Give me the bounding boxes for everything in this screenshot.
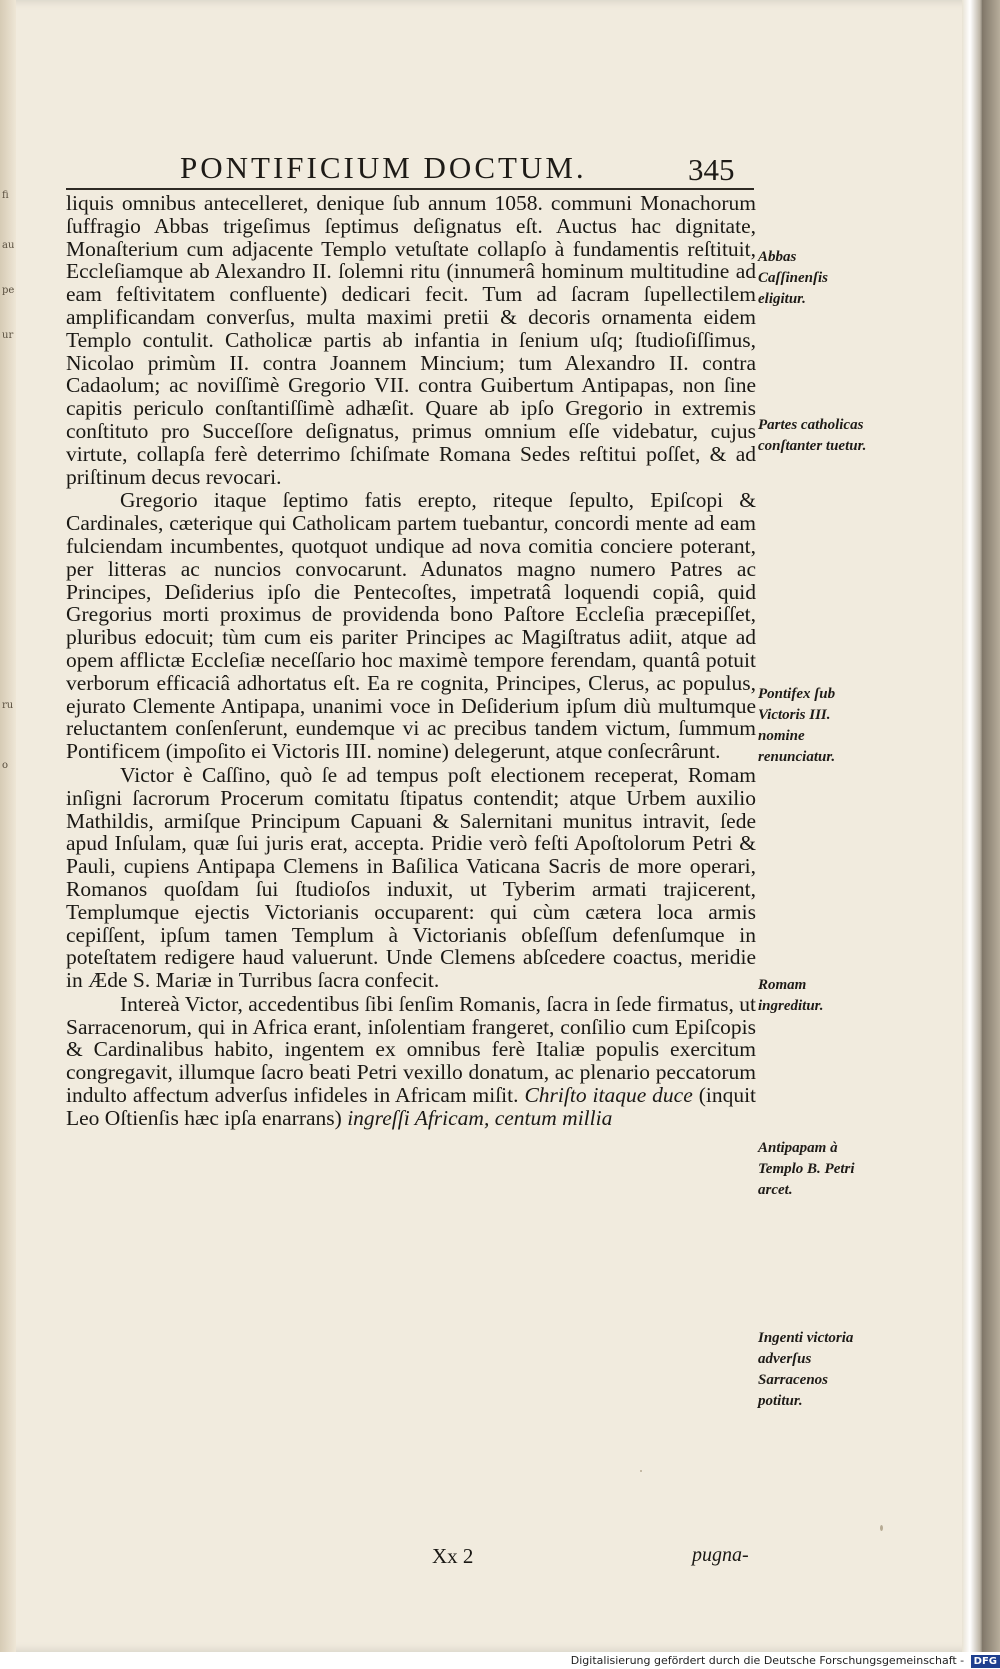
paragraph: liquis omnibus antecelleret, denique ſub annum 1058. communi Monachorum ſuffragio Abbas trigeſimus ſeptimus deſignatus eſt. Auctus hac dignitate, Monaſterium cum adjacente Templo vetuſtate collapſo à fundamentis reſtituit, Eccleſiamque ab Alexandro II. ſolemni ritu (innumerâ hominum multitudine ad eam feſtivitatem confluente) dedicari fecit. Tum ad ſacram ſupellectilem amplificandam converſus, multa maximi pretii & decoris ornamenta eidem Templo contulit. Catholicæ partis ab infantia in ſenium uſq; ſtudioſiſſimus, Nicolao primùm II. contra Joannem Mincium; tum Alexandro II. contra Cadaolum; ac noviſſimè Gregorio VII. contra Guibertum Antipapas, non ſine capitis periculo conſtantiſſimè adhæſit. Quare ab ipſo Gregorio in extremis conſtituto pro Succeſſore deſignatus, primus omnium eſſe videbatur, cujus virtute, collapſa ferè deterrimo ſchiſmate Romana Sedes reſtitui poſſet, & ad priſtinum decus revocari. — [66, 191, 756, 489]
marginal-note: Antipapam à Templo B. Petri arcet. — [758, 1140, 855, 1198]
marginal-note: Pontifex ſub Victoris III. nomine renunciatur. — [758, 686, 836, 765]
paper-speck — [880, 1525, 883, 1531]
digitization-credit — [520, 1652, 1000, 1669]
page-curve-shadow — [962, 0, 982, 1652]
paper-speck — [640, 1470, 642, 1472]
paragraph — [66, 993, 756, 1130]
paragraph: Victor è Caſſino, quò ſe ad tempus poſt electionem receperat, Romam inſigni ſacrorum Procerum comitatu ſtipatus contendit; atque Urbem auxilio Mathildis, armiſque Principum Capuani & Salernitani munitus intravit, ſede apud Inſulam, quæ ſui juris erat, accepta. Pridie verò feſti Apoſtolorum Petri & Pauli, cupiens Antipapa Clemens in Baſilica Vaticana Sacris de more operari, Romanos quoſdam ſui ſtudioſos induxit, ut Tyberim armati trajicerent, Templumque ejectis Victorianis occuparent: qui cùm cætera loca armis cepiſſent, ipſum tamen Templum à Victorianis obſeſſum defenſumque in poteſtatem redigere haud valuerunt. Unde Clemens abſcedere coactus, meridie in Æde S. Mariæ in Turribus ſacra confecit. — [66, 762, 756, 993]
left-fragment: o — [2, 760, 9, 770]
dfg-logo-icon: DFG — [971, 1655, 1000, 1668]
left-fragment: ru — [2, 700, 14, 710]
running-head: PONTIFICIUM DOCTUM. — [180, 150, 587, 185]
left-fragment: pe — [2, 285, 14, 295]
credit-text: Digitalisierung gefördert durch die Deutsche Forschungsgemeinschaft - — [570, 1654, 965, 1667]
paragraph-text: Intereà Victor, accedentibus ſibi ſenſim Romanis, ſacra in ſede firmatus, ut Sarracenorum, qui in Africa erant, inſolentiam frangeret, conſilio cum Epiſcopis & Cardinalibus habito, ingentem ex omnibus ferè Italiæ populis exercitum congregavit, illumque ſacro beati Petri vexillo donatum, ac plenario peccatorum indulto affectum adverſus infideles in Africam miſit. — [66, 991, 756, 1108]
italic-quote: ingreſſi Africam, centum millia — [347, 1105, 613, 1130]
marginal-note: Abbas Caſſinenſis eligitur. — [758, 249, 829, 307]
italic-quote: Chriſto itaque duce — [524, 1083, 693, 1108]
left-fragment: ur — [2, 330, 14, 340]
catchword: pugna- — [692, 1544, 749, 1566]
page-number: 345 — [688, 152, 735, 187]
marginal-note: Romam ingreditur. — [758, 977, 824, 1014]
left-fragment: fi — [2, 190, 9, 200]
left-fragment: au — [2, 240, 14, 250]
citation-text: (inquit Leo Oſtienſis hæc ipſa enarrans) — [66, 1083, 757, 1130]
book-fore-edge — [982, 0, 1000, 1652]
signature-mark: Xx 2 — [432, 1544, 474, 1568]
header-rule — [66, 188, 754, 190]
paragraph: Gregorio itaque ſeptimo fatis erepto, riteque ſepulto, Epiſcopi & Cardinales, cæterique qui Catholicam partem tuebantur, concordi mente ad eam fulciendam incumbentes, quotquot undique ad nova comitia conciere poterant, per litteras ac nuncios convocarunt. Adunatos magno numero Patres ac Principes, Deſiderius ipſo die Pentecoſtes, impetratâ loquendi copiâ, quid Gregorius morti proximus de providenda bono Paſtore Eccleſia præcepiſſet, pluribus edocuit; tùm cum eis pariter Principes ac Magiſtratus adiit, atque ad opem afflictæ Eccleſiæ neceſſario hoc maximè tempore ferendam, quantâ potuit verborum efficaciâ adhortatus eſt. Ea re cognita, Principes, Clerus, ac populus, ejurato Clemente Antipapa, unanimi voce in Deſiderium ipſum diù multumque reluctantem conſenſerunt, eundemque vi ac precibus tandem victum, ſummum Pontificem (impoſito ei Victoris III. nomine) delegerunt, atque conſecrârunt. — [66, 488, 756, 764]
marginal-note: Partes catholicas conſtanter tuetur. — [758, 417, 867, 454]
main-text-column — [66, 192, 756, 1130]
marginal-note: Ingenti victoria adverſus Sarracenos potitur. — [758, 1330, 854, 1409]
previous-page-edge — [0, 0, 16, 1652]
